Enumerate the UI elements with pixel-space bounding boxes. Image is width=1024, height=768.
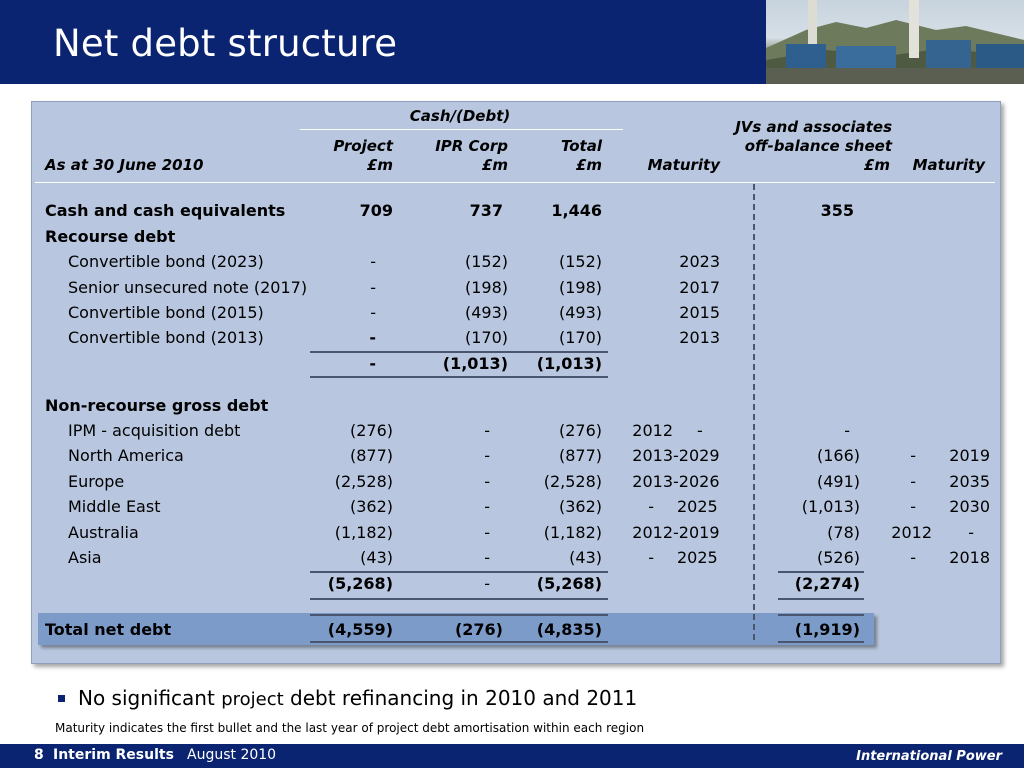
- row-jv-maturity-to: -: [968, 523, 974, 542]
- row-project: -: [370, 278, 376, 297]
- nonrecourse-subtotal-bottom-rule: [310, 598, 608, 600]
- section-title: Interim Results: [53, 747, 174, 763]
- row-maturity-from: -: [648, 497, 654, 516]
- row-label: Middle East: [68, 497, 161, 516]
- row-jv: (526): [816, 548, 860, 567]
- row-jv: (1,013): [801, 497, 860, 516]
- row-maturity-from: 2013: [632, 472, 673, 491]
- total-jv-bottom-rule: [778, 641, 864, 643]
- row-maturity: 2013: [679, 328, 720, 347]
- bullet-part1: No significant: [78, 686, 222, 710]
- nonrecourse-heading: Non-recourse gross debt: [45, 396, 269, 415]
- footer-bar: [0, 744, 1024, 768]
- row-jv-maturity-to: 2019: [949, 446, 990, 465]
- project-unit: £m: [366, 156, 393, 174]
- total-jv: (1,919): [794, 620, 860, 639]
- row-jv: -: [844, 421, 850, 440]
- row-total: (198): [558, 278, 602, 297]
- recourse-subtotal-bottom-rule: [310, 376, 608, 378]
- bullet-marker: [58, 695, 65, 702]
- row-ipr: (198): [464, 278, 508, 297]
- recourse-subtotal-top-rule: [310, 351, 608, 353]
- brand-logo: International Power: [856, 749, 1002, 764]
- row-project: (1,182): [334, 523, 393, 542]
- header-underline: [35, 182, 995, 183]
- row-project: (276): [349, 421, 393, 440]
- row-maturity-from: 2012: [632, 421, 673, 440]
- recourse-subtotal-total: (1,013): [536, 354, 602, 373]
- row-total: (493): [558, 303, 602, 322]
- row-ipr: -: [484, 497, 490, 516]
- bullet-text: [78, 686, 637, 710]
- row-label: IPM - acquisition debt: [68, 421, 241, 440]
- row-jv: (491): [816, 472, 860, 491]
- page-number: 8: [34, 747, 44, 763]
- project-header: Project: [333, 137, 393, 155]
- ipr-corp-header: IPR Corp: [435, 137, 508, 155]
- row-project: (362): [349, 497, 393, 516]
- row-maturity: 2015: [679, 303, 720, 322]
- row-ipr: -: [484, 523, 490, 542]
- row-label: Australia: [68, 523, 139, 542]
- row-maturity-from: -: [648, 548, 654, 567]
- cash-label: Cash and cash equivalents: [45, 201, 286, 220]
- row-maturity: 2023: [679, 252, 720, 271]
- total-project: (4,559): [327, 620, 393, 639]
- total-unit: £m: [575, 156, 602, 174]
- total-total: (4,835): [536, 620, 602, 639]
- ipr-corp-unit: £m: [481, 156, 508, 174]
- row-project: (2,528): [334, 472, 393, 491]
- row-jv-maturity-from: -: [910, 472, 916, 491]
- row-maturity-to: -2029: [673, 446, 720, 465]
- row-ipr: -: [484, 421, 490, 440]
- total-ipr: (276): [454, 620, 503, 639]
- cash-ipr: 737: [469, 201, 503, 220]
- row-jv: (78): [827, 523, 860, 542]
- total-top-rule: [310, 614, 608, 616]
- power-station-photo: [766, 0, 1024, 84]
- page-title: Net debt structure: [53, 22, 398, 65]
- row-project: -: [370, 303, 376, 322]
- row-total: (877): [558, 446, 602, 465]
- row-maturity-to: -: [697, 421, 703, 440]
- row-jv-maturity-to: 2018: [949, 548, 990, 567]
- row-jv-maturity-from: -: [910, 497, 916, 516]
- row-maturity-to: 2025: [677, 497, 718, 516]
- row-maturity-to: 2025: [677, 548, 718, 567]
- row-total: (276): [558, 421, 602, 440]
- row-label: Europe: [68, 472, 125, 491]
- row-label: North America: [68, 446, 184, 465]
- recourse-heading: Recourse debt: [45, 227, 176, 246]
- jv-subtotal-top-rule: [778, 571, 864, 573]
- recourse-subtotal-project: -: [369, 354, 376, 373]
- row-total: (170): [558, 328, 602, 347]
- jv-unit: £m: [863, 156, 890, 174]
- jv-column-divider: [753, 184, 755, 640]
- cash-total: 1,446: [551, 201, 602, 220]
- total-jv-top-rule: [778, 614, 864, 616]
- row-project: (43): [360, 548, 393, 567]
- row-total: (152): [558, 252, 602, 271]
- row-project: -: [369, 328, 376, 347]
- row-maturity-from: 2012: [632, 523, 673, 542]
- bullet-part3: debt refinancing in 2010 and 2011: [283, 686, 638, 710]
- cash-jv: 355: [820, 201, 854, 220]
- as-at-header: As at 30 June 2010: [45, 156, 204, 174]
- nonrecourse-subtotal-jv: (2,274): [794, 574, 860, 593]
- row-maturity-to: -2019: [673, 523, 720, 542]
- jv-maturity-header: Maturity: [912, 156, 985, 174]
- bullet-part2: project: [221, 689, 284, 710]
- row-project: -: [370, 252, 376, 271]
- row-label: Convertible bond (2013): [68, 328, 264, 347]
- nonrecourse-subtotal-project: (5,268): [327, 574, 393, 593]
- recourse-subtotal-ipr: (1,013): [442, 354, 508, 373]
- row-ipr: -: [484, 446, 490, 465]
- row-project: (877): [349, 446, 393, 465]
- jv-header-line1: JVs and associates: [735, 118, 892, 136]
- nonrecourse-subtotal-total: (5,268): [536, 574, 602, 593]
- cash-debt-header: Cash/(Debt): [409, 107, 511, 125]
- row-label: Senior unsecured note (2017): [68, 278, 308, 297]
- cash-debt-header-rule: [300, 129, 623, 130]
- maturity-header: Maturity: [647, 156, 720, 174]
- row-jv-maturity-to: 2035: [949, 472, 990, 491]
- row-label: Convertible bond (2015): [68, 303, 264, 322]
- maturity-footnote: Maturity indicates the first bullet and the last year of project debt amortisation within each region: [55, 721, 645, 735]
- row-jv: (166): [816, 446, 860, 465]
- row-ipr: (493): [464, 303, 508, 322]
- row-jv-maturity-from: -: [910, 446, 916, 465]
- total-header: Total: [560, 137, 602, 155]
- row-ipr: -: [484, 548, 490, 567]
- nonrecourse-subtotal-ipr: -: [484, 574, 490, 593]
- jv-subtotal-bottom-rule: [778, 598, 864, 600]
- row-ipr: (170): [464, 328, 508, 347]
- row-ipr: (152): [464, 252, 508, 271]
- row-total: (1,182): [543, 523, 602, 542]
- total-bottom-rule: [310, 641, 608, 643]
- jv-header-line2: off-balance sheet: [744, 137, 892, 155]
- row-maturity-from: 2013: [632, 446, 673, 465]
- nonrecourse-subtotal-top-rule: [310, 571, 608, 573]
- row-label: Convertible bond (2023): [68, 252, 264, 271]
- row-maturity: 2017: [679, 278, 720, 297]
- row-jv-maturity-from: 2012: [891, 523, 932, 542]
- row-total: (2,528): [543, 472, 602, 491]
- row-ipr: -: [484, 472, 490, 491]
- row-total: (43): [569, 548, 602, 567]
- row-label: Asia: [68, 548, 102, 567]
- header-divider: [0, 84, 1024, 87]
- report-date: August 2010: [187, 747, 277, 763]
- cash-project: 709: [359, 201, 393, 220]
- row-total: (362): [558, 497, 602, 516]
- row-jv-maturity-to: 2030: [949, 497, 990, 516]
- total-label: Total net debt: [45, 620, 172, 639]
- row-maturity-to: -2026: [673, 472, 720, 491]
- row-jv-maturity-from: -: [910, 548, 916, 567]
